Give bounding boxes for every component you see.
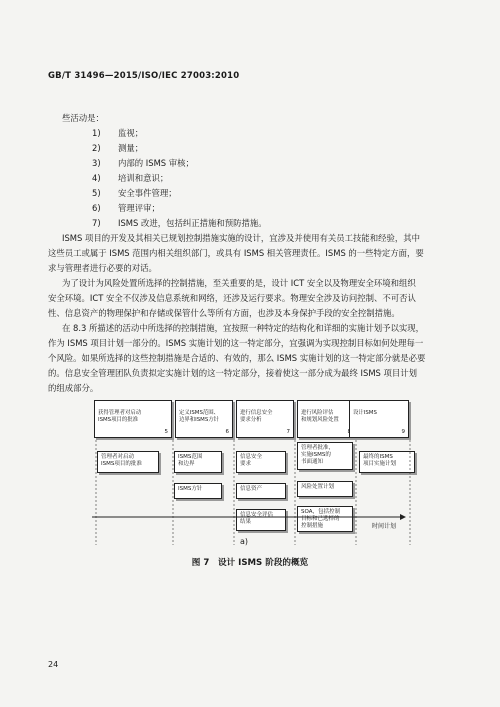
list-item: 3) 内部的 ISMS 审核； (92, 158, 194, 168)
list-item: 4) 培训和意识； (92, 173, 169, 183)
output-box: ISMS方针 (174, 483, 222, 499)
output-box: 最终的ISMS 项目实施计划 (359, 451, 415, 473)
paragraph-line: 为了设计为风险处置所选择的控制措施，至关重要的是，设计 ICT 安全以及物理安全环境和组织 (62, 278, 416, 288)
paragraph-line: 在 8.3 所描述的活动中所选择的控制措施，宜按照一种特定的结构化和详细的实施计划予以实现， (62, 323, 425, 333)
paragraph-line: 求与管理者进行必要的对话。 (48, 263, 157, 273)
process-step: 进行信息安全 要求分析 7 (236, 400, 294, 438)
list-item: 7) ISMS 改进，包括纠正措施和预防措施。 (92, 218, 267, 228)
paragraph-line: 性、信息资产的物理保护和存储或保管什么等所有方面，也涉及本身保护手段的安全控制措施。 (48, 308, 400, 318)
paragraph-line: ISMS 项目的开发及其相关已规划控制措施实施的设计，宜涉及并使用有关员工技能和经验，其中 (62, 233, 420, 243)
process-step: 获得管理者对启动 ISMS项目的批准 5 (94, 400, 172, 438)
output-box: ISMS范围 和边界 (174, 451, 222, 473)
process-step-current: 设计ISMS 9 (349, 400, 409, 438)
list-item: 6) 管理评审； (92, 203, 160, 213)
list-item: 1) 监视； (92, 128, 144, 138)
standard-header: GB/T 31496—2015/ISO/IEC 27003:2010 (48, 71, 240, 81)
paragraph-line: 个风险。如果所选择的这些控制措施是合适的、有效的，那么 ISMS 实施计划的这一特定部分就是必要 (48, 353, 426, 363)
output-box: 风险处置计划 (297, 481, 353, 497)
paragraph-line: 的。信息安全管理团队负责拟定实施计划的这一特定部分，接着使这一部分成为最终 ISMS 项目计划 (48, 368, 418, 378)
paragraph-line: 安全环境。ICT 安全不仅涉及信息系统和网络，还涉及运行要求。物理安全涉及访问控制、不可否认 (48, 293, 416, 303)
output-box: SOA，包括控制 目标和已选择的 控制措施 (297, 506, 353, 532)
intro-line: 些活动是： (62, 113, 104, 123)
output-box: 管理者批准， 实施ISMS的 书面通知 (297, 442, 353, 470)
timeline-label: 时间计划 (372, 523, 397, 530)
list-item: 2) 测量； (92, 143, 144, 153)
paragraph-line: 作为 ISMS 项目计划一部分的。ISMS 实施计划的这一特定部分，宜强调为实现控制目标如何处理每一 (48, 338, 424, 348)
output-box: 信息安全评估 结果 (236, 509, 286, 531)
output-box: 信息安全 要求 (236, 451, 286, 473)
list-item: 5) 安全事件管理； (92, 188, 177, 198)
paragraph-line: 的组成部分。 (48, 383, 99, 393)
process-step: 定义ISMS范围、 边界和ISMS方针 6 (175, 400, 233, 438)
page-number: 24 (48, 660, 59, 669)
output-box: 信息资产 (236, 483, 286, 499)
figure-sub-label: a) (240, 537, 249, 546)
figure-caption: 图 7 设计 ISMS 阶段的概览 (191, 558, 309, 568)
process-step: 进行风险评估 和规划风险处置 (297, 400, 355, 438)
paragraph-line: 这些员工或属于 ISMS 范围内相关组织部门，或具有 ISMS 相关管理责任。ISMS 的一些特定方面，要 (48, 248, 424, 258)
output-box: 管理者对启动 ISMS项目的批准 (97, 451, 159, 473)
